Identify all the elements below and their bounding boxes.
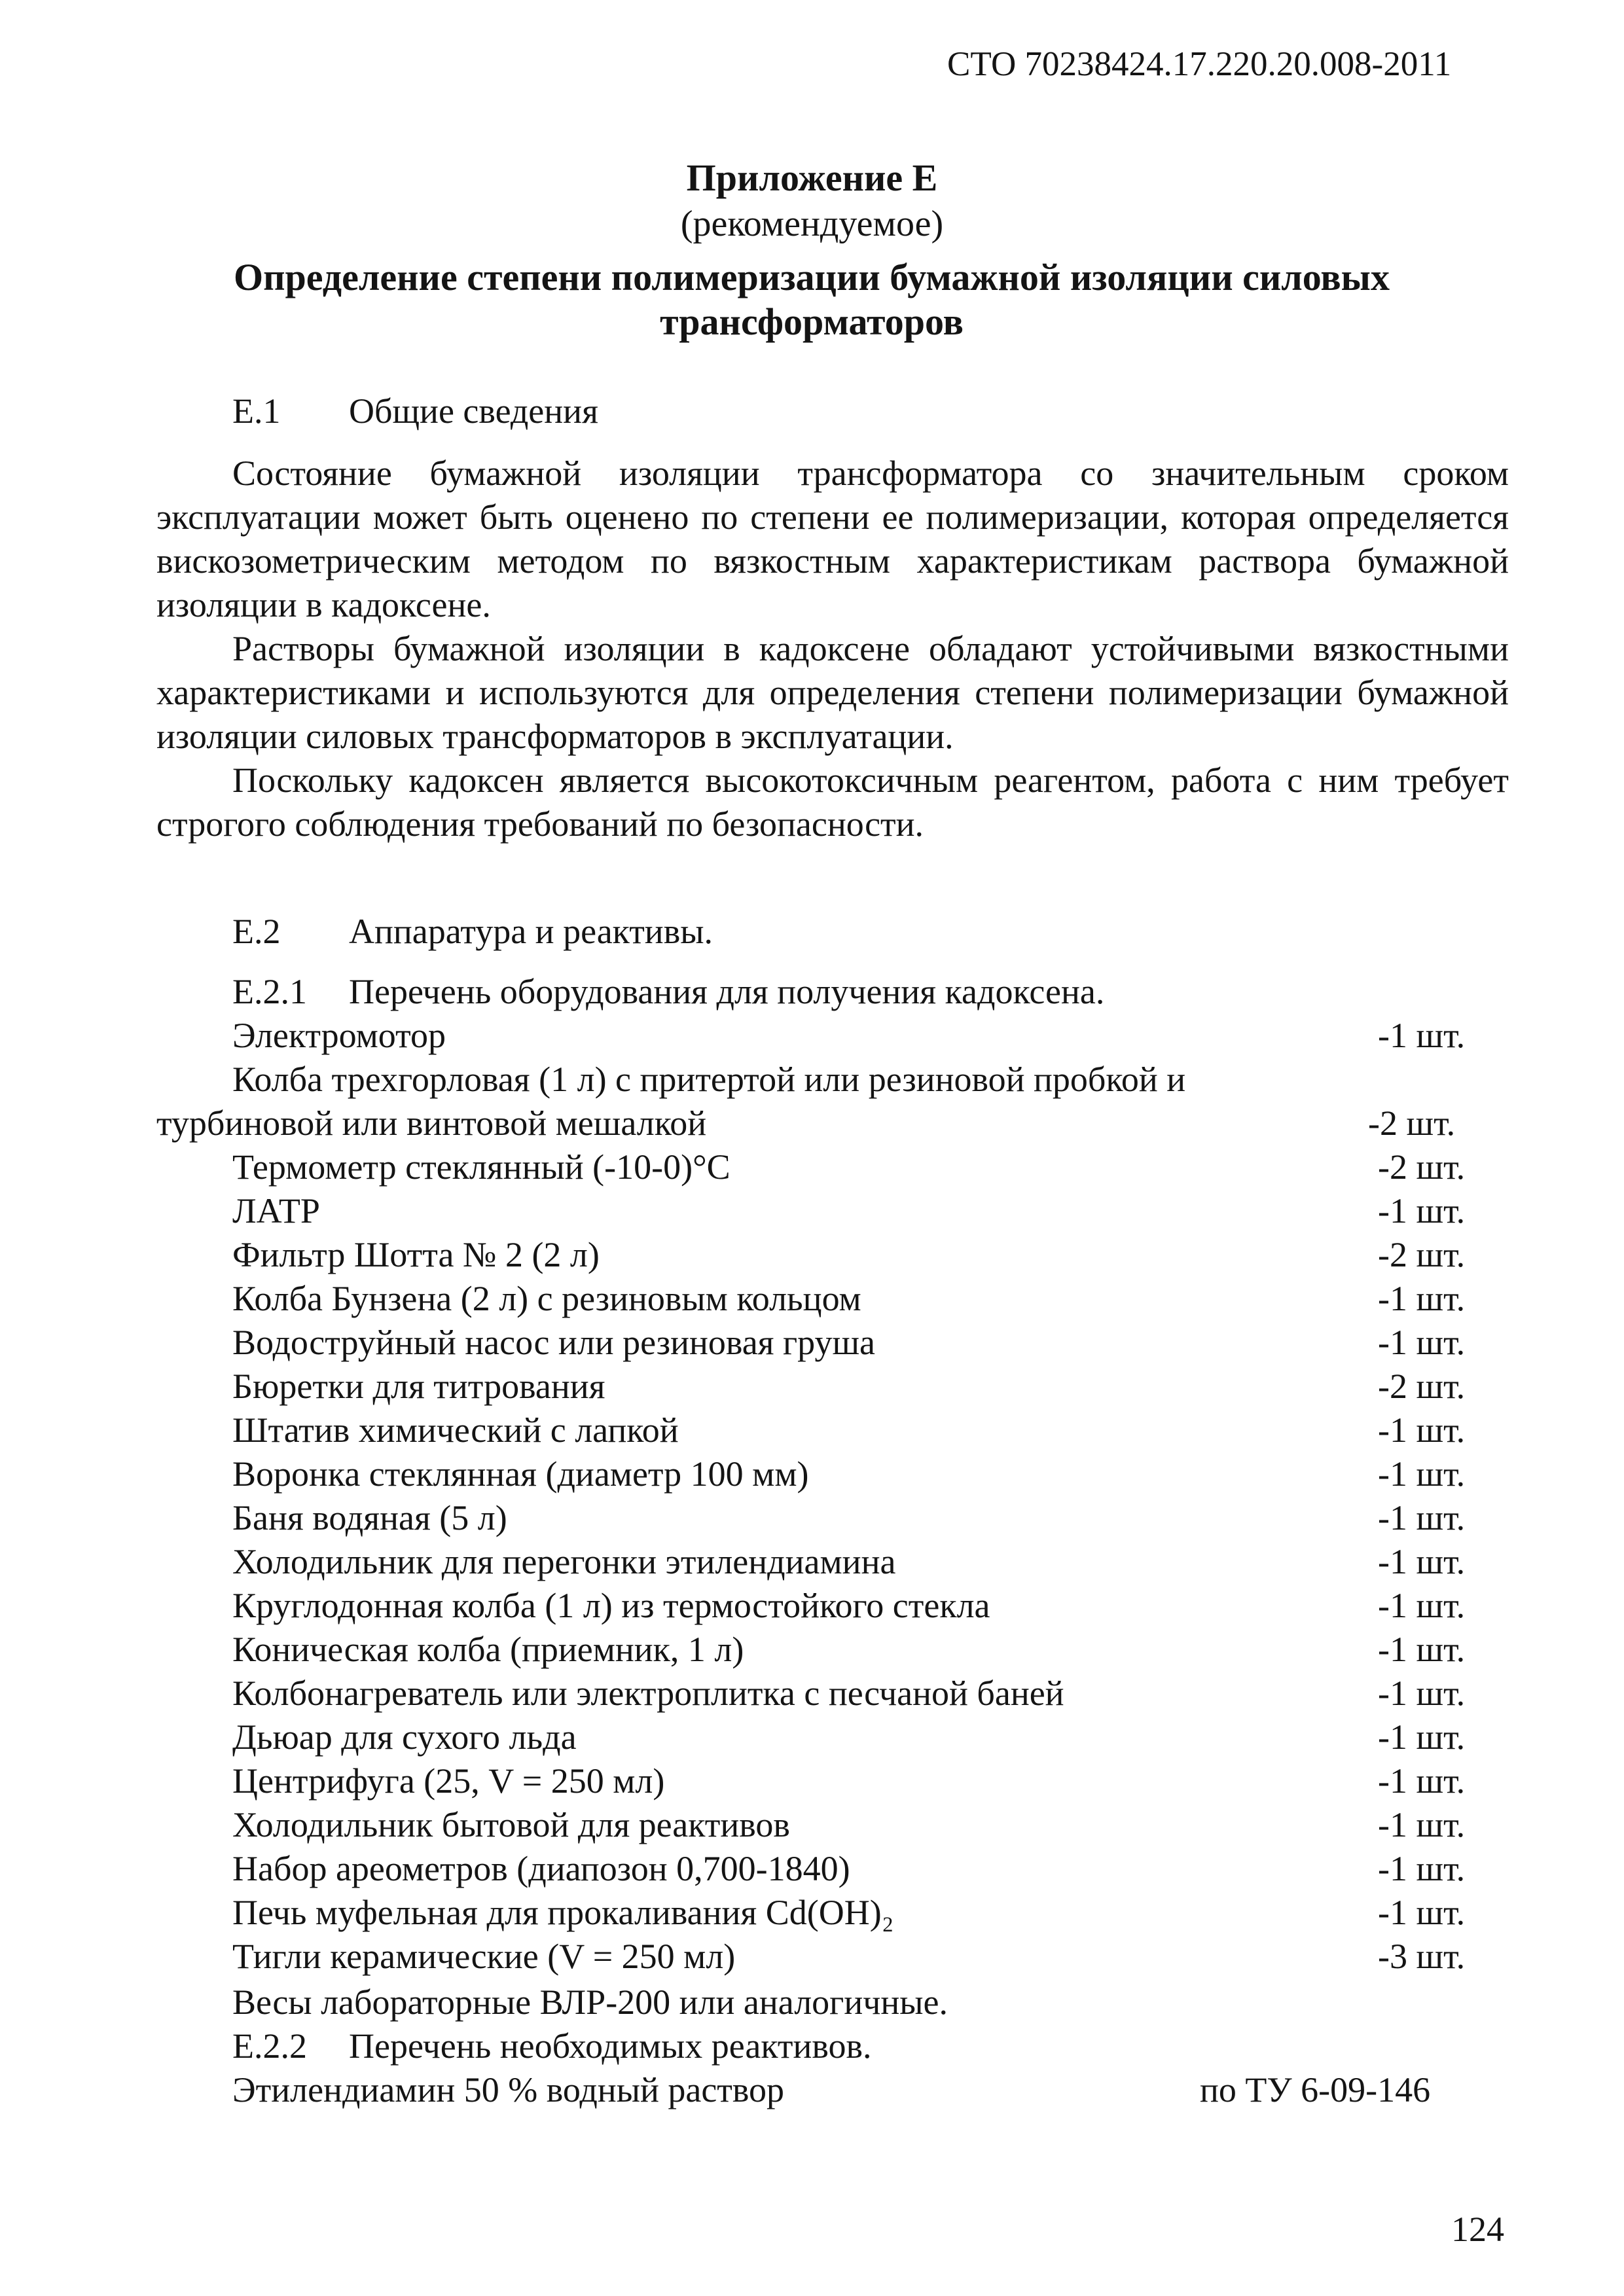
item-name-line2: турбиновой или винтовой мешалкой [156, 1103, 707, 1143]
equipment-item [0, 1191, 1624, 1234]
equipment-item [0, 1629, 1624, 1673]
item-quantity: -1 шт. [1378, 1454, 1466, 1494]
equipment-item [0, 1322, 1624, 1366]
equipment-item [0, 1498, 1624, 1541]
item-name: Набор ареометров (диапозон 0,700-1840) [232, 1849, 850, 1888]
section-title: Аппаратура и реактивы. [349, 912, 713, 951]
equipment-item [0, 1059, 1624, 1147]
item-name: Коническая колба (приемник, 1 л) [232, 1630, 744, 1669]
item-quantity: -1 шт. [1378, 1279, 1466, 1318]
equipment-item [0, 1717, 1624, 1761]
item-quantity: -1 шт. [1378, 1016, 1466, 1055]
equipment-item [0, 1761, 1624, 1804]
item-name: ЛАТР [232, 1191, 320, 1230]
item-quantity: -1 шт. [1378, 1630, 1466, 1669]
item-quantity: -2 шт. [1378, 1147, 1466, 1187]
equipment-item [0, 1673, 1624, 1717]
item-name: Бюретки для титрования [232, 1367, 605, 1406]
section-title: Перечень оборудования для получения кадоксена. [349, 972, 1105, 1011]
equipment-item [0, 1804, 1624, 1848]
reagent-name: Этилендиамин 50 % водный раствор [232, 2070, 785, 2109]
equipment-item [0, 1410, 1624, 1454]
item-name: Термометр стеклянный (-10-0)°С [232, 1147, 731, 1187]
appendix-heading: Определение степени полимеризации бумажной изоляции силовых трансформаторов [234, 256, 1390, 343]
item-quantity: -2 шт. [1368, 1103, 1456, 1143]
item-quantity: -3 шт. [1378, 1937, 1466, 1976]
equipment-item [0, 1366, 1624, 1410]
item-quantity: -1 шт. [1378, 1761, 1466, 1801]
closing-line: Весы лабораторные ВЛР-200 или аналогичные. [232, 1982, 948, 2022]
item-name: Фильтр Шотта № 2 (2 л) [232, 1235, 600, 1274]
item-quantity: -1 шт. [1378, 1805, 1466, 1844]
item-name: Колба Бунзена (2 л) с резиновым кольцом [232, 1279, 861, 1318]
item-quantity: -2 шт. [1378, 1367, 1466, 1406]
section-number: Е.1 [232, 391, 281, 431]
paragraph: Растворы бумажной изоляции в кадоксене обладают устойчивыми вязкостными характеристиками и используются для определения степени полимеризации бумажной изоляции силовых трансформаторов в эксплуатации. [156, 629, 1509, 756]
equipment-item [0, 1234, 1624, 1278]
item-name: Печь муфельная для прокаливания Cd(OH)₂ [232, 1893, 894, 1932]
item-name: Центрифуга (25, V = 250 мл) [232, 1761, 665, 1801]
equipment-item [0, 1454, 1624, 1498]
document-code: СТО 70238424.17.220.20.008-2011 [947, 45, 1452, 83]
equipment-item [0, 1848, 1624, 1892]
section-number: Е.2.1 [232, 972, 307, 1011]
item-name: Воронка стеклянная (диаметр 100 мм) [232, 1454, 809, 1494]
item-quantity: -2 шт. [1378, 1235, 1466, 1274]
paragraph: Поскольку кадоксен является высокотоксичным реагентом, работа с ним требует строгого соблюдения требований по безопасности. [156, 761, 1509, 844]
appendix-status: (рекомендуемое) [680, 204, 944, 244]
item-quantity: -1 шт. [1378, 1674, 1466, 1713]
item-name: Дьюар для сухого льда [232, 1717, 577, 1757]
equipment-item [0, 1892, 1624, 1936]
equipment-item [0, 1278, 1624, 1322]
section-number: Е.2.2 [232, 2026, 307, 2066]
item-name-line1: Колба трехгорловая (1 л) с притертой или резиновой пробкой и [232, 1060, 1186, 1099]
equipment-item [0, 1015, 1624, 1059]
item-name: Баня водяная (5 л) [232, 1498, 507, 1537]
item-quantity: -1 шт. [1378, 1849, 1466, 1888]
section-title: Общие сведения [349, 391, 598, 431]
item-quantity: -1 шт. [1378, 1323, 1466, 1362]
item-quantity: -1 шт. [1378, 1586, 1466, 1625]
item-quantity: -1 шт. [1378, 1498, 1466, 1537]
equipment-item [0, 1147, 1624, 1191]
equipment-item [0, 1541, 1624, 1585]
section-title: Перечень необходимых реактивов. [349, 2026, 872, 2066]
reagent-spec: по ТУ 6-09-146 [1200, 2070, 1431, 2109]
section-number: Е.2 [232, 912, 281, 951]
page-number: 124 [1451, 2210, 1504, 2249]
item-name: Электромотор [232, 1016, 446, 1055]
equipment-item [0, 1585, 1624, 1629]
item-quantity: -1 шт. [1378, 1410, 1466, 1450]
item-name: Холодильник бытовой для реактивов [232, 1805, 790, 1844]
item-name: Колбонагреватель или электроплитка с песчаной баней [232, 1674, 1064, 1713]
item-quantity: -1 шт. [1378, 1893, 1466, 1932]
item-name: Круглодонная колба (1 л) из термостойкого стекла [232, 1586, 990, 1625]
item-name: Холодильник для перегонки этилендиамина [232, 1542, 896, 1581]
appendix-title: Приложение Е [686, 156, 938, 199]
item-name: Водоструйный насос или резиновая груша [232, 1323, 875, 1362]
equipment-item [0, 1936, 1624, 1980]
item-quantity: -1 шт. [1378, 1191, 1466, 1230]
paragraph: Состояние бумажной изоляции трансформатора со значительным сроком эксплуатации может быть оценено по степени ее полимеризации, которая определяется вискозометрическим методом по вязкостным характеристикам раствора бумажной изоляции в кадоксене. [156, 454, 1509, 624]
item-quantity: -1 шт. [1378, 1542, 1466, 1581]
item-name: Штатив химический с лапкой [232, 1410, 679, 1450]
item-name: Тигли керамические (V = 250 мл) [232, 1937, 736, 1976]
item-quantity: -1 шт. [1378, 1717, 1466, 1757]
